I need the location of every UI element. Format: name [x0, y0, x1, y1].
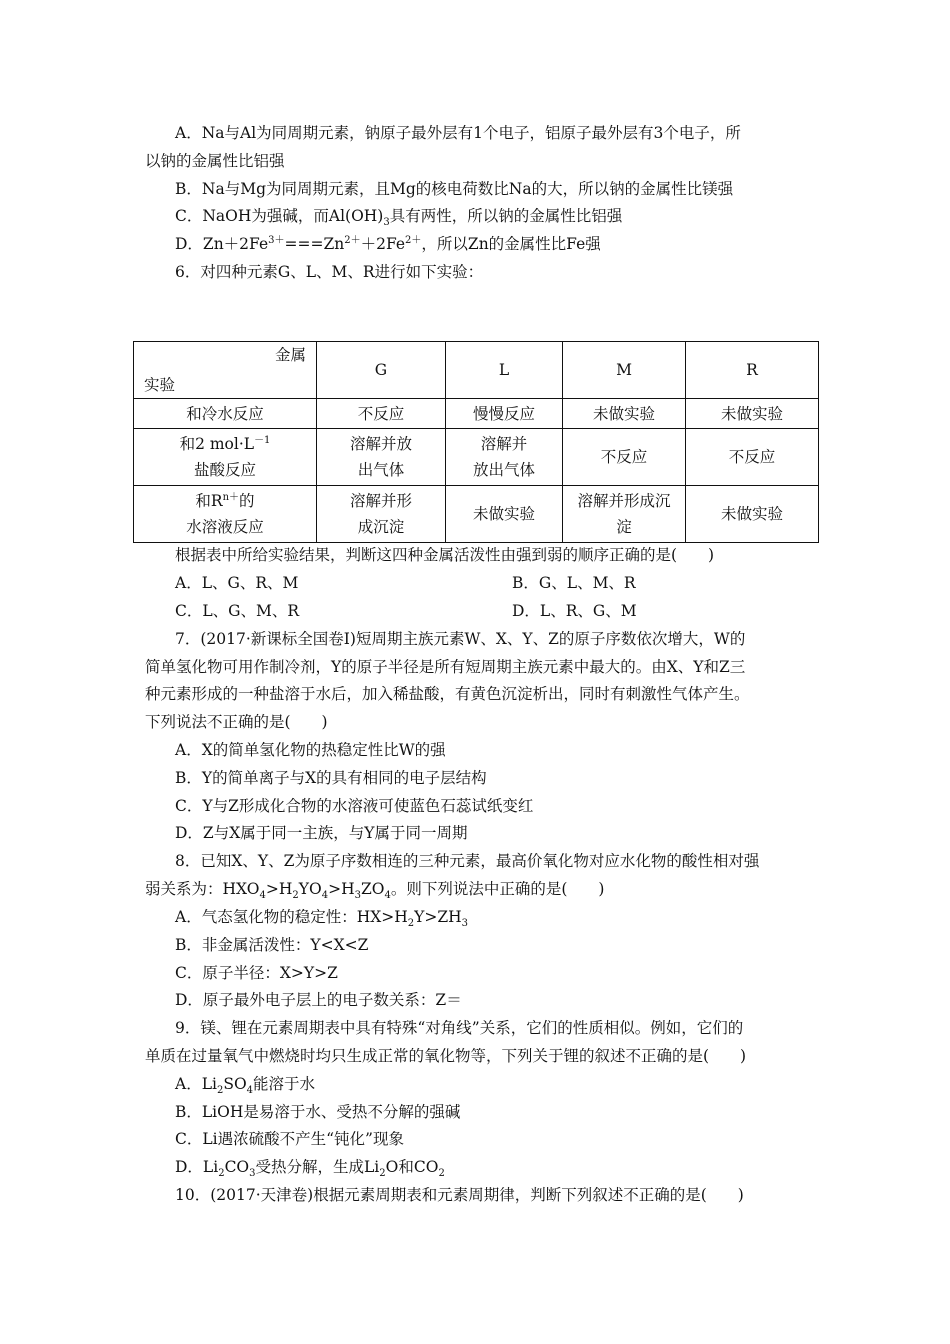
- row-label: 和$R^{n+}$的 水溶液反应: [134, 486, 317, 543]
- q10-stem-line1: 10．(2017·天津卷)根据元素周期表和元素周期律，判断下列叙述不正确的是( ): [175, 1186, 744, 1204]
- table-row: [134, 399, 819, 429]
- q8-option-a: A．气态氢化物的稳定性：$HX>H_2Y>ZH_3$: [175, 908, 469, 930]
- q9-option-c: C．Li遇浓硫酸不产生“钝化”现象: [175, 1130, 404, 1148]
- q7-stem-line3: 种元素形成的一种盐溶于水后，加入稀盐酸，有黄色沉淀析出，同时有刺激性气体产生。: [145, 685, 750, 703]
- experiment-table: [133, 341, 819, 543]
- table-cell: 溶解并放 出气体: [317, 429, 446, 486]
- table-corner-cell: [134, 342, 317, 399]
- header-g: G: [317, 342, 446, 399]
- row-label: 和冷水反应: [134, 399, 317, 429]
- q8-option-b: B．非金属活泼性：Y<X<Z: [175, 936, 369, 954]
- header-m: M: [563, 342, 686, 399]
- table-cell: 溶解并形成沉 淀: [563, 486, 686, 543]
- q6-stem: 6．对四种元素G、L、M、R进行如下实验：: [175, 263, 484, 281]
- table-cell: 未做实验: [686, 399, 819, 429]
- header-r: R: [686, 342, 819, 399]
- q5-option-c: C．NaOH为强碱，而$Al(OH)_3$具有两性，所以钠的金属性比铝强: [175, 207, 623, 229]
- q8-option-c: C．原子半径：X>Y>Z: [175, 964, 338, 982]
- table-row: [134, 486, 819, 543]
- q8-stem-line1: 8．已知X、Y、Z为原子序数相连的三种元素，最高价氧化物对应水化物的酸性相对强: [175, 852, 760, 870]
- table-cell: 未做实验: [563, 399, 686, 429]
- q6-option-a: A．L、G、R、M: [175, 574, 299, 592]
- q9-option-a: A．$Li_2SO_4$能溶于水: [175, 1075, 316, 1097]
- table-cell: 不反应: [686, 429, 819, 486]
- q6-question: 根据表中所给实验结果，判断这四种金属活泼性由强到弱的顺序正确的是( ): [175, 546, 715, 564]
- table-cell: 溶解并 放出气体: [446, 429, 563, 486]
- q7-stem-line4: 下列说法不正确的是( ): [145, 713, 328, 731]
- q5-option-a-line2: 以钠的金属性比铝强: [145, 152, 285, 170]
- q6-option-b: B．G、L、M、R: [512, 574, 636, 592]
- table-cell: 慢慢反应: [446, 399, 563, 429]
- q6-option-c: C．L、G、M、R: [175, 602, 300, 620]
- q7-stem-line2: 简单氢化物可用作制冷剂，Y的原子半径是所有短周期主族元素中最大的。由X、Y和Z三: [145, 658, 746, 676]
- q8-stem-line2: 弱关系为：$HXO_4>H_2YO_4>H_3ZO_4$。则下列说法中正确的是( ): [145, 880, 605, 902]
- q5-option-b: B．Na与Mg为同周期元素，且Mg的核电荷数比Na的大，所以钠的金属性比镁强: [175, 180, 734, 198]
- q9-option-d: D．$Li_2CO_3$受热分解，生成$Li_2O$和$CO_2$: [175, 1158, 445, 1180]
- table-row: [134, 429, 819, 486]
- q6-option-d: D．L、R、G、M: [512, 602, 637, 620]
- q9-option-b: B．LiOH是易溶于水、受热不分解的强碱: [175, 1103, 461, 1121]
- q7-option-a: A．X的简单氢化物的热稳定性比W的强: [175, 741, 446, 759]
- q7-option-d: D．Z与X属于同一主族，与Y属于同一周期: [175, 824, 468, 842]
- q7-stem-line1: 7．(2017·新课标全国卷Ⅰ)短周期主族元素W、X、Y、Z的原子序数依次增大，W的: [175, 630, 746, 648]
- header-l: L: [446, 342, 563, 399]
- q5-option-d: D．$Zn+2Fe^{3+}===Zn^{2+}+2Fe^{2+}$，所以Zn的金属性比Fe强: [175, 234, 601, 253]
- q7-option-c: C．Y与Z形成化合物的水溶液可使蓝色石蕊试纸变红: [175, 797, 534, 815]
- table-cell: 不反应: [563, 429, 686, 486]
- table-cell: 不反应: [317, 399, 446, 429]
- q9-stem-line2: 单质在过量氧气中燃烧时均只生成正常的氧化物等，下列关于锂的叙述不正确的是( ): [145, 1047, 747, 1065]
- q9-stem-line1: 9．镁、锂在元素周期表中具有特殊“对角线”关系，它们的性质相似。例如，它们的: [175, 1019, 744, 1037]
- q5-option-a-line1: A．Na与Al为同周期元素，钠原子最外层有1个电子，铝原子最外层有3个电子，所: [175, 124, 741, 142]
- corner-label-experiment: 实验: [144, 376, 176, 394]
- q8-option-d: D．原子最外电子层上的电子数关系：Z＝: [175, 991, 462, 1009]
- q7-option-b: B．Y的简单离子与X的具有相同的电子层结构: [175, 769, 487, 787]
- row-label: 和2 $mol\cdot L^{-1}$ 盐酸反应: [134, 429, 317, 486]
- table-cell: 溶解并形 成沉淀: [317, 486, 446, 543]
- table-cell: 未做实验: [686, 486, 819, 543]
- table-cell: 未做实验: [446, 486, 563, 543]
- corner-label-metal: 金属: [274, 346, 306, 364]
